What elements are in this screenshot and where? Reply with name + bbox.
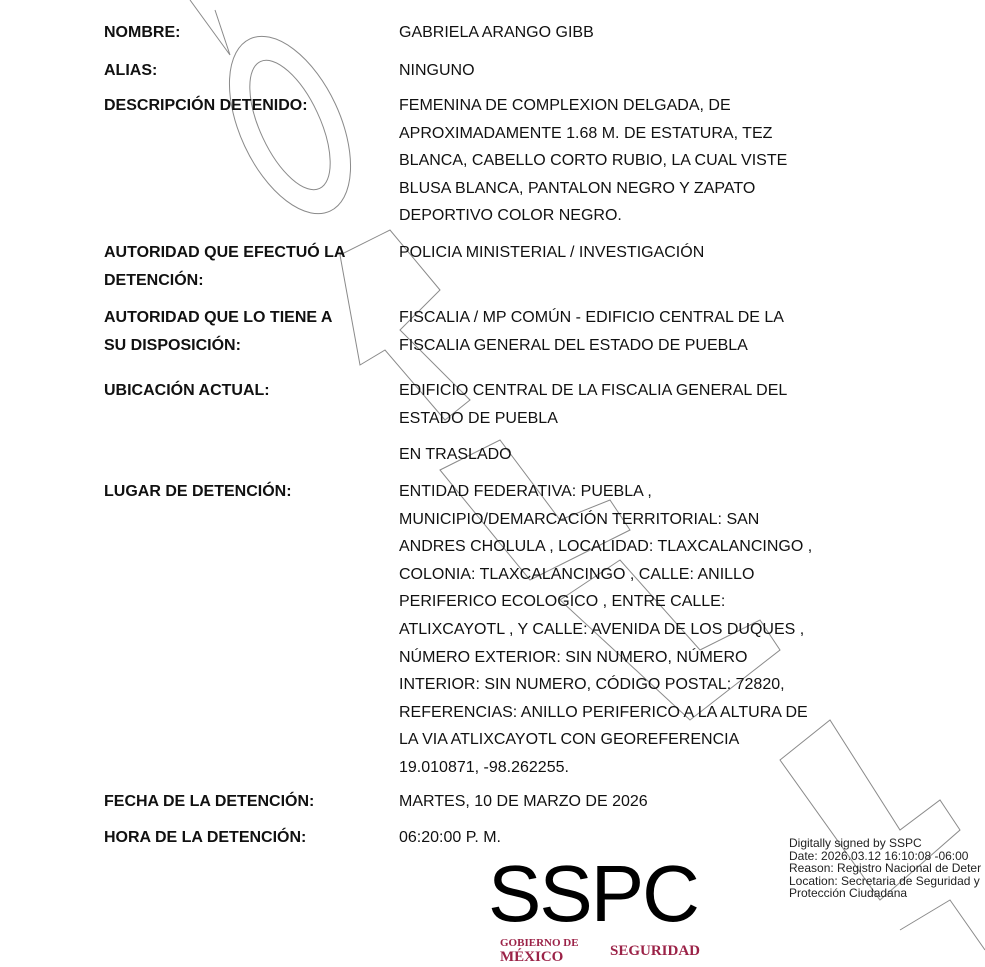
watermark-stroke-end xyxy=(900,900,985,950)
field-value-line: REFERENCIAS: ANILLO PERIFERICO A LA ALTURA DE xyxy=(399,703,808,721)
field-value-line: FEMENINA DE COMPLEXION DELGADA, DE xyxy=(399,97,731,114)
field-label xyxy=(104,19,389,47)
field-value-line: NINGUNO xyxy=(399,62,475,79)
field-label-line: FECHA DE LA DETENCIÓN: xyxy=(104,793,315,810)
field-value-line: EN TRASLADO xyxy=(399,446,512,463)
signature-line: Location: Secretaria de Seguridad y xyxy=(789,873,980,888)
field-label-line: UBICACIÓN ACTUAL: xyxy=(104,382,270,399)
field-value xyxy=(399,304,919,359)
logo-text-line: MÉXICO xyxy=(500,949,564,965)
field-label-line: DESCRIPCIÓN DETENIDO: xyxy=(104,97,308,114)
field-value-line: BLUSA BLANCA, PANTALON NEGRO Y ZAPATO xyxy=(399,179,756,197)
field-label xyxy=(104,824,389,852)
field-value-line: COLONIA: TLAXCALANCINGO , CALLE: ANILLO xyxy=(399,565,755,583)
field-value xyxy=(399,478,919,782)
field-value xyxy=(399,19,919,47)
field-value-line: MUNICIPIO/DEMARCACIÓN TERRITORIAL: SAN xyxy=(399,510,760,528)
field-value-line: PERIFERICO ECOLOGICO , ENTRE CALLE: xyxy=(399,593,726,611)
field-value-line: LA VIA ATLIXCAYOTL CON GEOREFERENCIA xyxy=(399,731,740,749)
field-value-line: EDIFICIO CENTRAL DE LA FISCALIA GENERAL DEL xyxy=(399,382,788,399)
field-value-line: POLICIA MINISTERIAL / INVESTIGACIÓN xyxy=(399,244,705,261)
field-label-line: ALIAS: xyxy=(104,62,158,79)
field-value xyxy=(399,239,919,267)
field-value-line: FISCALIA / MP COMÚN - EDIFICIO CENTRAL DE LA xyxy=(399,309,784,326)
signature-line: Date: 2026.03.12 16:10:08 -06:00 xyxy=(789,848,969,863)
watermark-letter-o xyxy=(205,18,376,232)
signature-line: Protección Ciudadana xyxy=(789,886,908,900)
field-label-line: DETENCIÓN: xyxy=(104,272,204,289)
field-value xyxy=(399,788,919,816)
digital-signature-info xyxy=(789,837,981,900)
field-value-line: DEPORTIVO COLOR NEGRO. xyxy=(399,207,622,225)
field-value xyxy=(399,92,919,230)
field-value-line: ATLIXCAYOTL , Y CALLE: AVENIDA DE LOS DUQUES , xyxy=(399,620,805,638)
field-value xyxy=(399,377,919,432)
field-label xyxy=(104,478,389,506)
field-value-line: FISCALIA GENERAL DEL ESTADO DE PUEBLA xyxy=(399,336,748,354)
field-value-line: ANDRES CHOLULA , LOCALIDAD: TLAXCALANCINGO , xyxy=(399,538,813,556)
field-label-line: SU DISPOSICIÓN: xyxy=(104,337,241,354)
seguridad-logo: SEGURIDAD xyxy=(610,943,701,959)
field-label-line: NOMBRE: xyxy=(104,24,181,41)
signature-line: Reason: Registro Nacional de Deter xyxy=(789,861,982,875)
signature-line: Digitally signed by SSPC xyxy=(789,836,922,850)
field-label xyxy=(104,57,389,85)
logo-text-line: GOBIERNO DE xyxy=(500,937,579,949)
field-label xyxy=(104,239,389,295)
field-value-line: 19.010871, -98.262255. xyxy=(399,758,569,776)
field-label-line: AUTORIDAD QUE LO TIENE A xyxy=(104,309,333,326)
field-label-line: AUTORIDAD QUE EFECTUÓ LA xyxy=(104,244,346,261)
field-value-line: 06:20:00 P. M. xyxy=(399,829,501,846)
field-value-line: BLANCA, CABELLO CORTO RUBIO, LA CUAL VISTE xyxy=(399,152,788,170)
field-value-line: MARTES, 10 DE MARZO DE 2026 xyxy=(399,793,648,810)
field-value-line: ESTADO DE PUEBLA xyxy=(399,409,558,427)
field-value xyxy=(399,57,919,85)
field-label xyxy=(104,92,389,120)
field-label xyxy=(104,788,389,816)
field-value-line: INTERIOR: SIN NUMERO, CÓDIGO POSTAL: 72820, xyxy=(399,676,785,694)
field-value-line: GABRIELA ARANGO GIBB xyxy=(399,24,594,41)
field-label-line: LUGAR DE DETENCIÓN: xyxy=(104,483,292,500)
field-label xyxy=(104,377,389,405)
field-label xyxy=(104,304,389,360)
signature-sspc: SSPC xyxy=(488,849,698,938)
field-value-line: NÚMERO EXTERIOR: SIN NUMERO, NÚMERO xyxy=(399,648,748,666)
field-value-line: ENTIDAD FEDERATIVA: PUEBLA , xyxy=(399,483,652,500)
field-label-line: HORA DE LA DETENCIÓN: xyxy=(104,829,307,846)
gobierno-de-mexico-logo xyxy=(500,937,579,965)
field-value xyxy=(399,441,919,469)
field-value-line: APROXIMADAMENTE 1.68 M. DE ESTATURA, TEZ xyxy=(399,124,773,142)
